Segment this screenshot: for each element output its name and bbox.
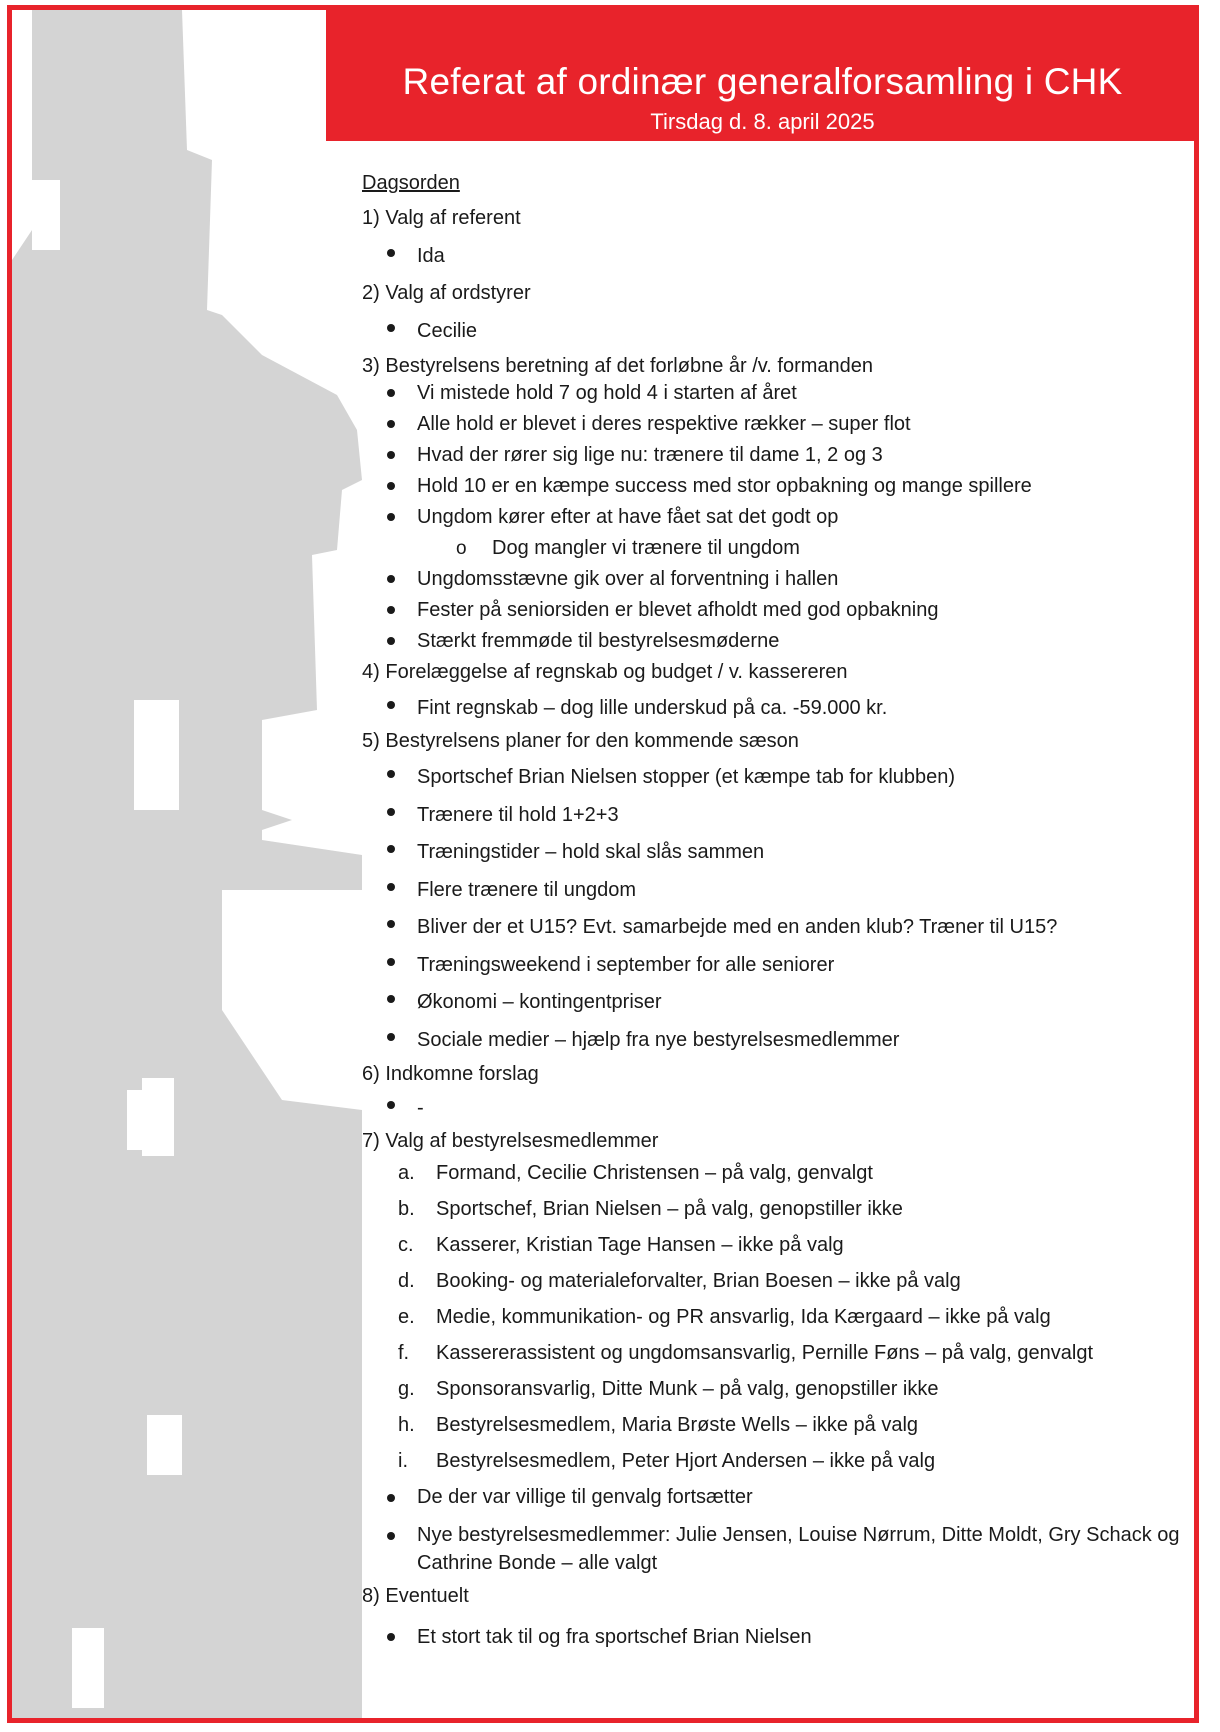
section-title: Valg af ordstyrer [385,282,531,304]
list-item: Alle hold er blevet i deres respektive rækker – super flot [362,409,1182,440]
section-title: Bestyrelsens beretning af det forløbne år /v. formanden [385,355,874,377]
section-number: 3) [362,355,380,377]
header-banner [326,5,1199,141]
list-item: Sportschef Brian Nielsen stopper (et kæmpe tab for klubben) [362,759,1182,797]
section-heading [362,1063,1182,1086]
section-title: Forelæggelse af regnskab og budget / v. kassereren [385,661,848,683]
section-heading [362,1585,1182,1608]
section-heading [362,661,1182,684]
list-item: Stærkt fremmøde til bestyrelsesmøderne [362,626,1182,657]
section-number: 2) [362,282,380,304]
list-item: Sociale medier – hjælp fra nye bestyrelsesmedlemmer [362,1022,1182,1060]
section-title: Indkomne forslag [385,1063,539,1085]
section-number: 1) [362,207,380,229]
agenda-heading: Dagsorden [362,172,460,194]
list-item: Træningstider – hold skal slås sammen [362,834,1182,872]
list-item: h. Bestyrelsesmedlem, Maria Brøste Wells – ikke på valg [398,1414,919,1436]
section-number: 6) [362,1063,380,1085]
list-item: Trænere til hold 1+2+3 [362,797,1182,835]
list-item: b. Sportschef, Brian Nielsen – på valg, genopstiller ikke [398,1198,903,1220]
list-item: g. Sponsoransvarlig, Ditte Munk – på valg, genopstiller ikke [398,1378,939,1400]
section-heading [362,730,1182,753]
section-number: 7) [362,1130,380,1152]
list-item: Træningsweekend i september for alle seniorer [362,947,1182,985]
page-subtitle: Tirsdag d. 8. april 2025 [650,109,875,134]
list-item: - [362,1090,1182,1126]
list-item: Økonomi – kontingentpriser [362,984,1182,1022]
sub-list-item: o Dog mangler vi trænere til ungdom [362,533,1182,564]
section-title: Valg af referent [385,207,521,229]
section-heading [362,355,1182,378]
list-item: Hvad der rører sig lige nu: trænere til dame 1, 2 og 3 [362,440,1182,471]
section-heading [362,282,1182,305]
section-heading [362,1130,1182,1153]
list-item: Fint regnskab – dog lille underskud på ca. -59.000 kr. [362,690,1182,726]
list-item: Ida [362,238,1182,274]
list-item: i. Bestyrelsesmedlem, Peter Hjort Andersen – ikke på valg [398,1450,936,1472]
list-item: c. Kasserer, Kristian Tage Hansen – ikke på valg [398,1234,844,1256]
section-title: Eventuelt [385,1585,469,1607]
section-number: 8) [362,1585,380,1607]
list-item: e. Medie, kommunikation- og PR ansvarlig, Ida Kærgaard – ikke på valg [398,1306,1051,1328]
list-item: Ungdomsstævne gik over al forventning i hallen [362,564,1182,595]
page-title: Referat af ordinær generalforsamling i CHK [402,61,1123,102]
list-item: Nye bestyrelsesmedlemmer: Julie Jensen, Louise Nørrum, Ditte Moldt, Gry Schack og Cathrine Bonde – alle valgt [362,1521,1182,1577]
list-item: Et stort tak til og fra sportschef Brian Nielsen [362,1622,1182,1652]
section-heading [362,207,1182,230]
list-item: Ungdom kører efter at have fået sat det godt op [362,502,1182,533]
document-body [362,172,1182,1652]
list-item: Hold 10 er en kæmpe success med stor opbakning og mange spillere [362,471,1182,502]
section-number: 5) [362,730,380,752]
list-item: Cecilie [362,313,1182,349]
list-item: Vi mistede hold 7 og hold 4 i starten af året [362,378,1182,409]
list-item: f. Kassererassistent og ungdomsansvarlig, Pernille Føns – på valg, genvalgt [398,1342,1094,1364]
list-item: a. Formand, Cecilie Christensen – på valg, genvalgt [398,1162,873,1184]
list-item: Fester på seniorsiden er blevet afholdt med god opbakning [362,595,1182,626]
section-title: Bestyrelsens planer for den kommende sæson [385,730,799,752]
section-title: Valg af bestyrelsesmedlemmer [385,1130,659,1152]
list-item: De der var villige til genvalg fortsætter [362,1483,1182,1511]
list-item: Bliver der et U15? Evt. samarbejde med en anden klub? Træner til U15? [362,909,1182,947]
list-item: d. Booking- og materialeforvalter, Brian Boesen – ikke på valg [398,1270,961,1292]
list-item: Flere trænere til ungdom [362,872,1182,910]
section-number: 4) [362,661,380,683]
